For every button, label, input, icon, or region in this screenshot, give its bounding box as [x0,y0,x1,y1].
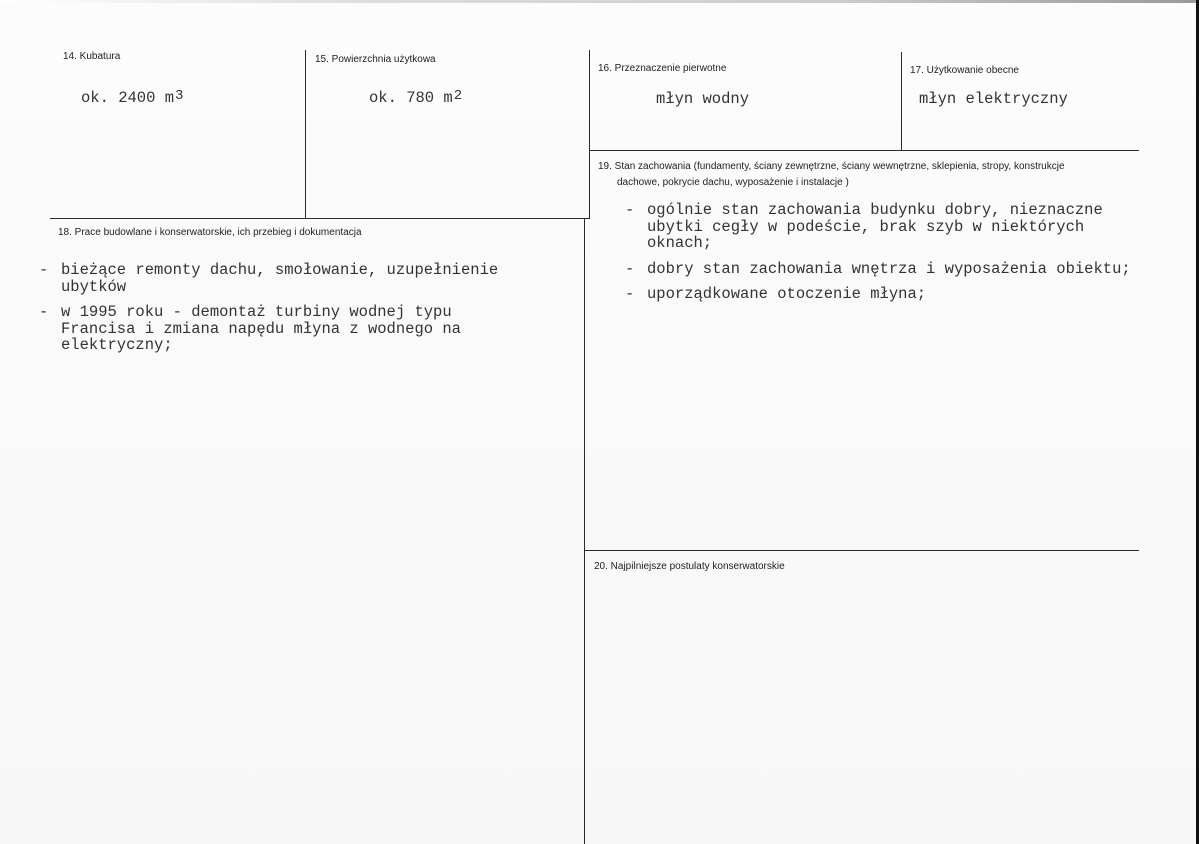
field-18-list [39,262,579,363]
list-item-line: ogólnie stan zachowania budynku dobry, nieznaczne [647,201,1103,219]
list-item-line: elektryczny; [61,336,173,354]
field-15-value [369,90,462,108]
divider-14-15 [305,50,306,218]
list-item [625,261,1185,278]
list-item-line: ubytki cegły w podeście, brak szyb w niektórych [647,217,1085,236]
divider-20-top [584,550,1139,551]
list-item-line: oknach; [647,234,713,252]
list-item-line: Francisa i zmiana napędu młyna z wodnego na [61,319,461,338]
card-top-edge [0,0,1199,3]
list-item [625,286,1185,303]
field-16-value: młyn wodny [656,90,750,108]
divider-19-top [589,150,1139,151]
list-item [39,304,579,354]
list-item-line: w 1995 roku - demontaż turbiny wodnej typu [61,303,452,321]
bullet-dash: - [39,303,49,321]
list-item-line: bieżące remonty dachu, smołowanie, uzupełnienie [61,261,499,279]
list-item-line: dobry stan zachowania wnętrza i wyposażenia obiektu; [647,259,1131,278]
list-item [39,262,579,295]
field-19-label-line1: 19. Stan zachowania (fundamenty, ściany zewnętrzne, ściany wewnętrzne, sklepienia, stropy, konstrukcje [598,161,1065,172]
field-17-value: młyn elektryczny [919,90,1068,108]
field-15-value-text: ok. 780 m [369,89,453,107]
bullet-dash: - [625,259,635,278]
divider-left-right [589,50,590,218]
field-14-value-text: ok. 2400 m [81,89,175,107]
field-15-unit-exponent: 2 [453,88,463,104]
divider-18-top [50,218,590,219]
field-20-label: 20. Najpilniejsze postulaty konserwatorskie [594,561,785,572]
field-16-label: 16. Przeznaczenie pierwotne [598,63,727,74]
list-item-line: ubytków [61,277,127,296]
field-18-label: 18. Prace budowlane i konserwatorskie, ich przebieg i dokumentacja [58,227,362,238]
list-item-line: uporządkowane otoczenie młyna; [647,285,927,303]
field-15-label: 15. Powierzchnia użytkowa [315,54,436,65]
bullet-dash: - [39,261,49,279]
field-14-unit-exponent: 3 [175,88,184,104]
bullet-dash: - [625,201,635,219]
bullet-dash: - [625,285,635,303]
divider-center-vertical [584,218,585,844]
field-14-value [81,90,183,108]
list-item [625,202,1185,252]
field-19-list [625,202,1185,312]
field-17-label: 17. Użytkowanie obecne [910,65,1019,76]
divider-16-17 [901,52,902,150]
field-14-label: 14. Kubatura [63,51,121,62]
field-19-label-line2: dachowe, pokrycie dachu, wyposażenie i instalacje ) [617,177,849,188]
